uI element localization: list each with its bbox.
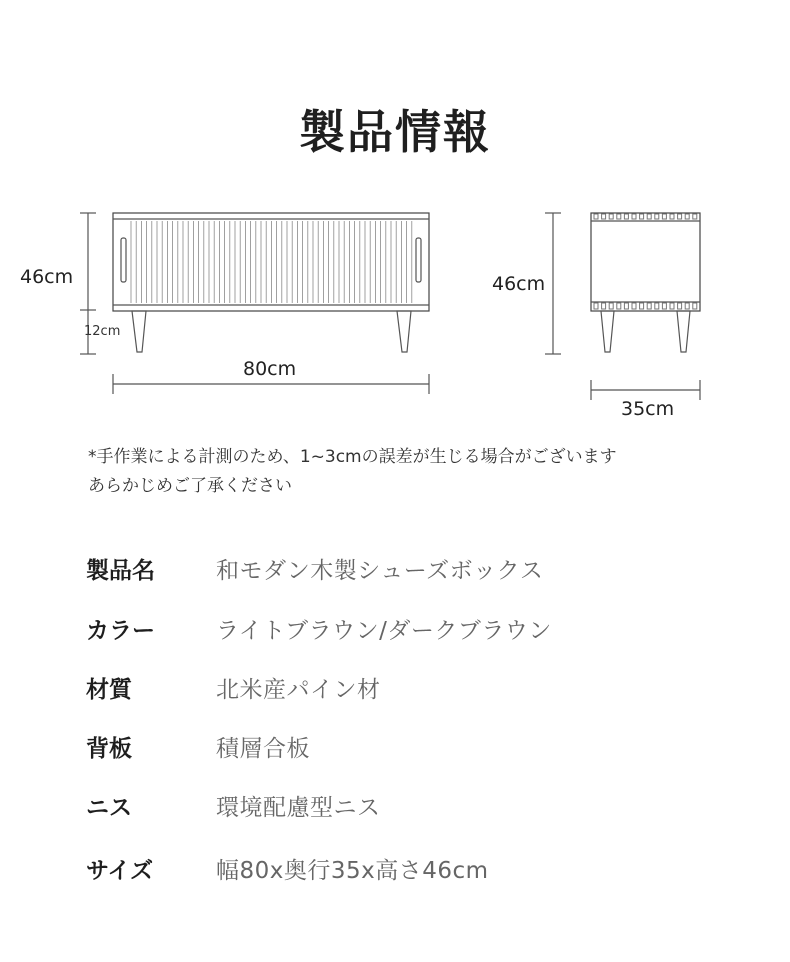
depth-label: 35cm (621, 398, 675, 420)
width-label: 80cm (243, 358, 297, 380)
side-height-label: 46cm (492, 273, 546, 295)
front-height-label: 46cm (20, 266, 74, 288)
spec-value: 北米産パイン材 (216, 677, 381, 703)
spec-label: 材質 (86, 677, 132, 703)
spec-label: ニス (86, 795, 132, 821)
measurement-note (88, 443, 617, 501)
note-line-1: *手作業による計測のため、1~3cmの誤差が生じる場合がございます (88, 447, 617, 467)
side-slat-ends (594, 214, 697, 309)
product-dimension-diagram (0, 0, 790, 430)
spec-value: 幅80x奥行35x高さ46cm (216, 858, 489, 884)
spec-label: カラー (86, 618, 155, 644)
spec-value: 環境配慮型ニス (216, 795, 381, 821)
spec-label: 背板 (86, 736, 132, 762)
spec-value: ライトブラウン/ダークブラウン (216, 618, 552, 644)
leg-height-label: 12cm (84, 324, 121, 339)
page-title: 製品情報 (299, 105, 491, 159)
spec-value: 積層合板 (216, 736, 310, 762)
front-slats (131, 221, 412, 303)
note-line-2: あらかじめご了承ください (88, 476, 292, 496)
spec-label: サイズ (86, 858, 154, 884)
side-view-drawing (545, 213, 700, 400)
spec-label: 製品名 (86, 558, 155, 584)
spec-value: 和モダン木製シューズボックス (216, 558, 544, 584)
